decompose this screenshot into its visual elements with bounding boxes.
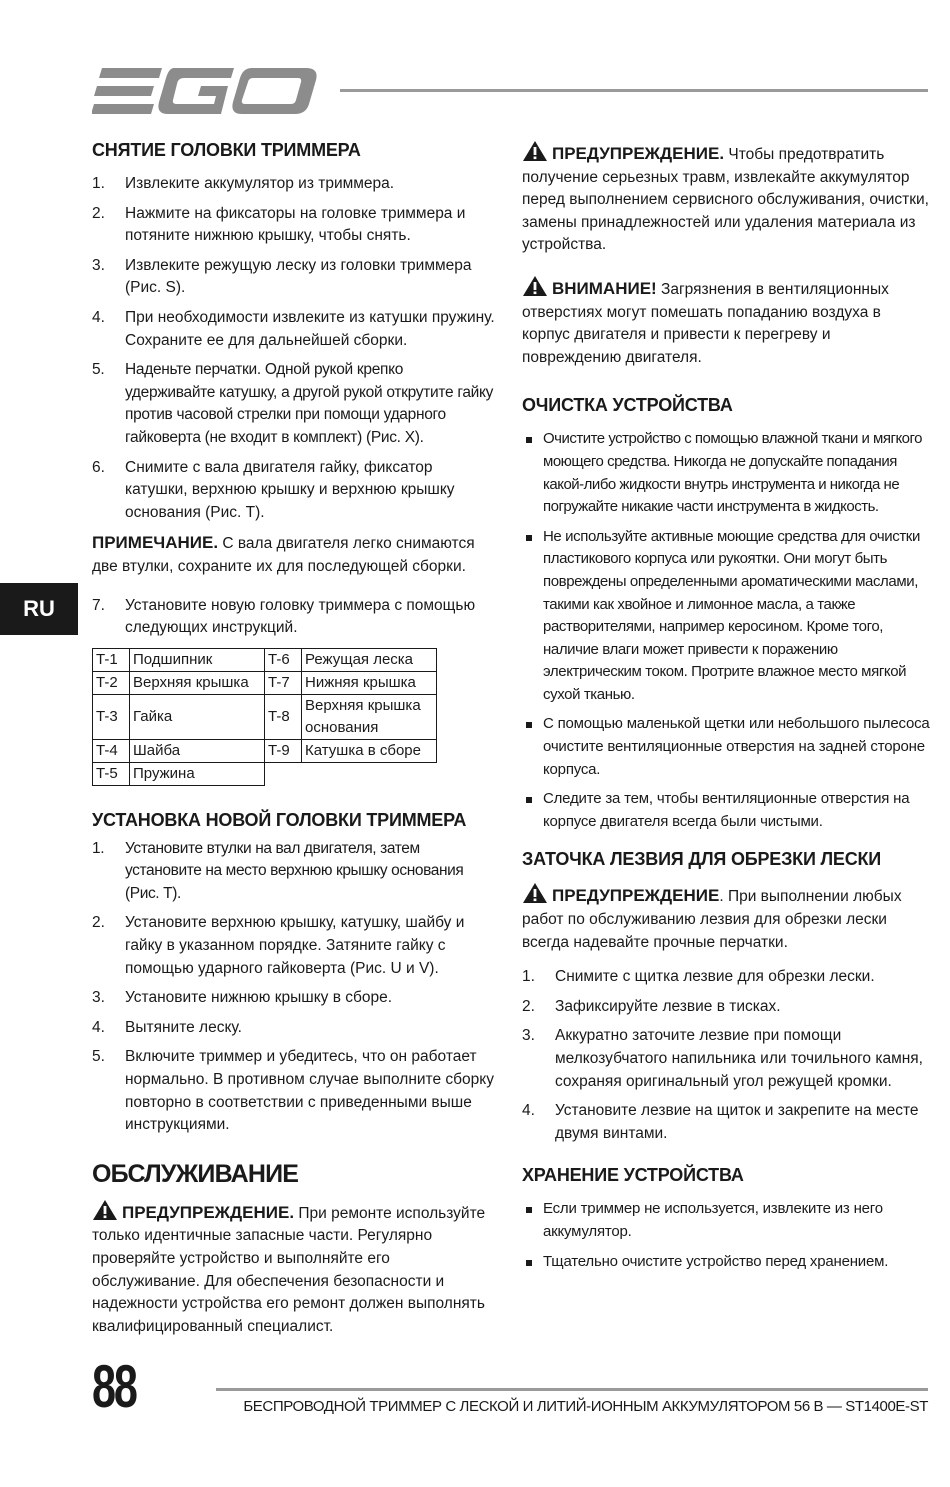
footer-rule bbox=[216, 1388, 928, 1391]
table-row: T-2 Верхняя крышка T-7 Нижняя крышка bbox=[93, 671, 437, 694]
storage-list bbox=[522, 1198, 930, 1273]
warning-icon bbox=[522, 140, 548, 162]
list-item: 4. При необходимости извлеките из катушки пружину. Сохраните ее для дальнейшей сборки. bbox=[92, 308, 495, 349]
ego-logo bbox=[92, 66, 318, 116]
sharpening-steps bbox=[522, 966, 930, 1145]
cleaning-list bbox=[522, 428, 930, 833]
section-title-sharpening: ЗАТОЧКА ЛЕЗВИЯ ДЛЯ ОБРЕЗКИ ЛЕСКИ bbox=[522, 849, 882, 870]
left-column bbox=[92, 138, 496, 1356]
list-item: 1. Установите втулки на вал двигателя, затем установите на место верхнюю крышку основания (Рис. T). bbox=[92, 839, 464, 902]
warning-icon bbox=[92, 1199, 118, 1221]
install-steps bbox=[92, 838, 496, 1137]
warning-icon bbox=[522, 882, 548, 904]
list-item: Тщательно очистите устройство перед хранением. bbox=[522, 1251, 930, 1274]
table-row: T-1 Подшипник T-6 Режущая леска bbox=[93, 648, 437, 671]
section-title-removal: СНЯТИЕ ГОЛОВКИ ТРИММЕРА bbox=[92, 140, 361, 160]
list-item: 1. Снимите с щитка лезвие для обрезки лески. bbox=[522, 968, 875, 986]
caution-warning: ВНИМАНИЕ! Загрязнения в вентиляционных отверстиях могут помешать попаданию воздуха в корпус двигателя и привести к перегреву и повреждению двигателя. bbox=[522, 275, 930, 369]
list-item: 6. Снимите с вала двигателя гайку, фиксатор катушки, верхнюю крышку и верхнюю крышку основания (Рис. T). bbox=[92, 458, 455, 521]
list-item: 3. Установите нижнюю крышку в сборе. bbox=[92, 989, 393, 1007]
right-column bbox=[522, 138, 930, 1280]
list-item: Очистите устройство с помощью влажной ткани и мягкого моющего средства. Никогда не допускайте попадания какой-либо жидкости внутрь инструмента и никогда не погружайте никакие части инструмента в жидкость. bbox=[522, 428, 930, 518]
list-item: 5. Наденьте перчатки. Одной рукой крепко удерживайте катушку, а другой рукой открутите гайку против часовой стрелки при помощи ударного гайковерта (не входит в комплект) (Рис. X). bbox=[92, 361, 494, 446]
section-title-storage: ХРАНЕНИЕ УСТРОЙСТВА bbox=[522, 1165, 744, 1186]
list-item: Если триммер не используется, извлеките из него аккумулятор. bbox=[522, 1198, 930, 1243]
section-title-maintenance: ОБСЛУЖИВАНИЕ bbox=[92, 1159, 299, 1188]
list-item: 3. Извлеките режущую леску из головки триммера (Рис. S). bbox=[92, 256, 472, 297]
list-item: 3. Аккуратно заточите лезвие при помощи мелкозубчатого напильника или точильного камня, сохраняя оригинальный угол режущей кромки. bbox=[522, 1027, 923, 1090]
table-row: T-4 Шайба T-9 Катушка в сборе bbox=[93, 739, 437, 762]
note: ПРИМЕЧАНИЕ. С вала двигателя легко снимаются две втулки, сохраните их для последующей сборки. bbox=[92, 533, 475, 575]
sharpening-warning: ПРЕДУПРЕЖДЕНИЕ. При выполнении любых работ по обслуживанию лезвия для обрезки лески всегда надевайте прочные перчатки. bbox=[522, 882, 930, 954]
removal-steps bbox=[92, 173, 496, 524]
list-item: 5. Включите триммер и убедитесь, что он работает нормально. В противном случае выполните сборку повторно в соответствии с приведенными выше инструкциями. bbox=[92, 1048, 494, 1134]
maintenance-warning: ПРЕДУПРЕЖДЕНИЕ. При ремонте используйте только идентичные запасные части. Регулярно проверяйте устройство и выполняйте его обслуживание. Для обеспечения безопасности и надежности устройства его ремонт должен выполнять квалифицированный специалист. bbox=[92, 1199, 496, 1339]
list-item: 4. Установите лезвие на щиток и закрепите на месте двумя винтами. bbox=[522, 1102, 919, 1142]
list-item: 2. Нажмите на фиксаторы на головке триммера и потяните нижнюю крышку, чтобы снять. bbox=[92, 204, 466, 245]
list-item: 2. Зафиксируйте лезвие в тисках. bbox=[522, 997, 781, 1015]
page-number: 88 bbox=[92, 1353, 136, 1420]
section-title-cleaning: ОЧИСТКА УСТРОЙСТВА bbox=[522, 395, 733, 416]
list-item: Следите за тем, чтобы вентиляционные отверстия на корпусе двигателя всегда были чистыми. bbox=[522, 788, 930, 833]
list-item: 7. Установите новую головку триммера с помощью следующих инструкций. bbox=[92, 596, 476, 637]
footer-title: БЕСПРОВОДНОЙ ТРИММЕР С ЛЕСКОЙ И ЛИТИЙ-ИОННЫМ АККУМУЛЯТОРОМ 56 В — ST1400E-ST bbox=[243, 1398, 928, 1415]
parts-table bbox=[92, 648, 437, 786]
section-title-install: УСТАНОВКА НОВОЙ ГОЛОВКИ ТРИММЕРА bbox=[92, 809, 467, 830]
language-tab: RU bbox=[0, 583, 78, 635]
warning-icon bbox=[522, 275, 548, 297]
table-row: T-5 Пружина bbox=[93, 762, 437, 785]
list-item: 1. Извлеките аккумулятор из триммера. bbox=[92, 175, 395, 192]
svg-text:EGO: EGO bbox=[92, 66, 95, 67]
removal-step-7 bbox=[92, 595, 496, 640]
table-row: T-3 Гайка T-8 Верхняя крышка основания bbox=[93, 694, 437, 739]
list-item: С помощью маленькой щетки или небольшого пылесоса очистите вентиляционные отверстия на задней стороне корпуса. bbox=[522, 713, 930, 781]
list-item: Не используйте активные моющие средства для очистки пластикового корпуса или рукоятки. Они могут быть повреждены определенными ароматическими маслами, такими как хвойное и лимонное масла, а также растворителями, например керосином. Кроме того, наличие влаги может привести к поражению электрическим током. Протрите влажное место мягкой сухой тканью. bbox=[522, 526, 930, 707]
header-rule bbox=[340, 89, 928, 92]
list-item: 4. Вытяните леску. bbox=[92, 1018, 242, 1036]
list-item: 2. Установите верхнюю крышку, катушку, шайбу и гайку в указанном порядке. Затяните гайку с помощью ударного гайковерта (Рис. U и V). bbox=[92, 914, 465, 977]
service-warning: ПРЕДУПРЕЖДЕНИЕ. Чтобы предотвратить получение серьезных травм, извлекайте аккумулятор перед выполнением сервисного обслуживания, очистки, замены принадлежностей или удаления материала из устройства. bbox=[522, 140, 930, 257]
